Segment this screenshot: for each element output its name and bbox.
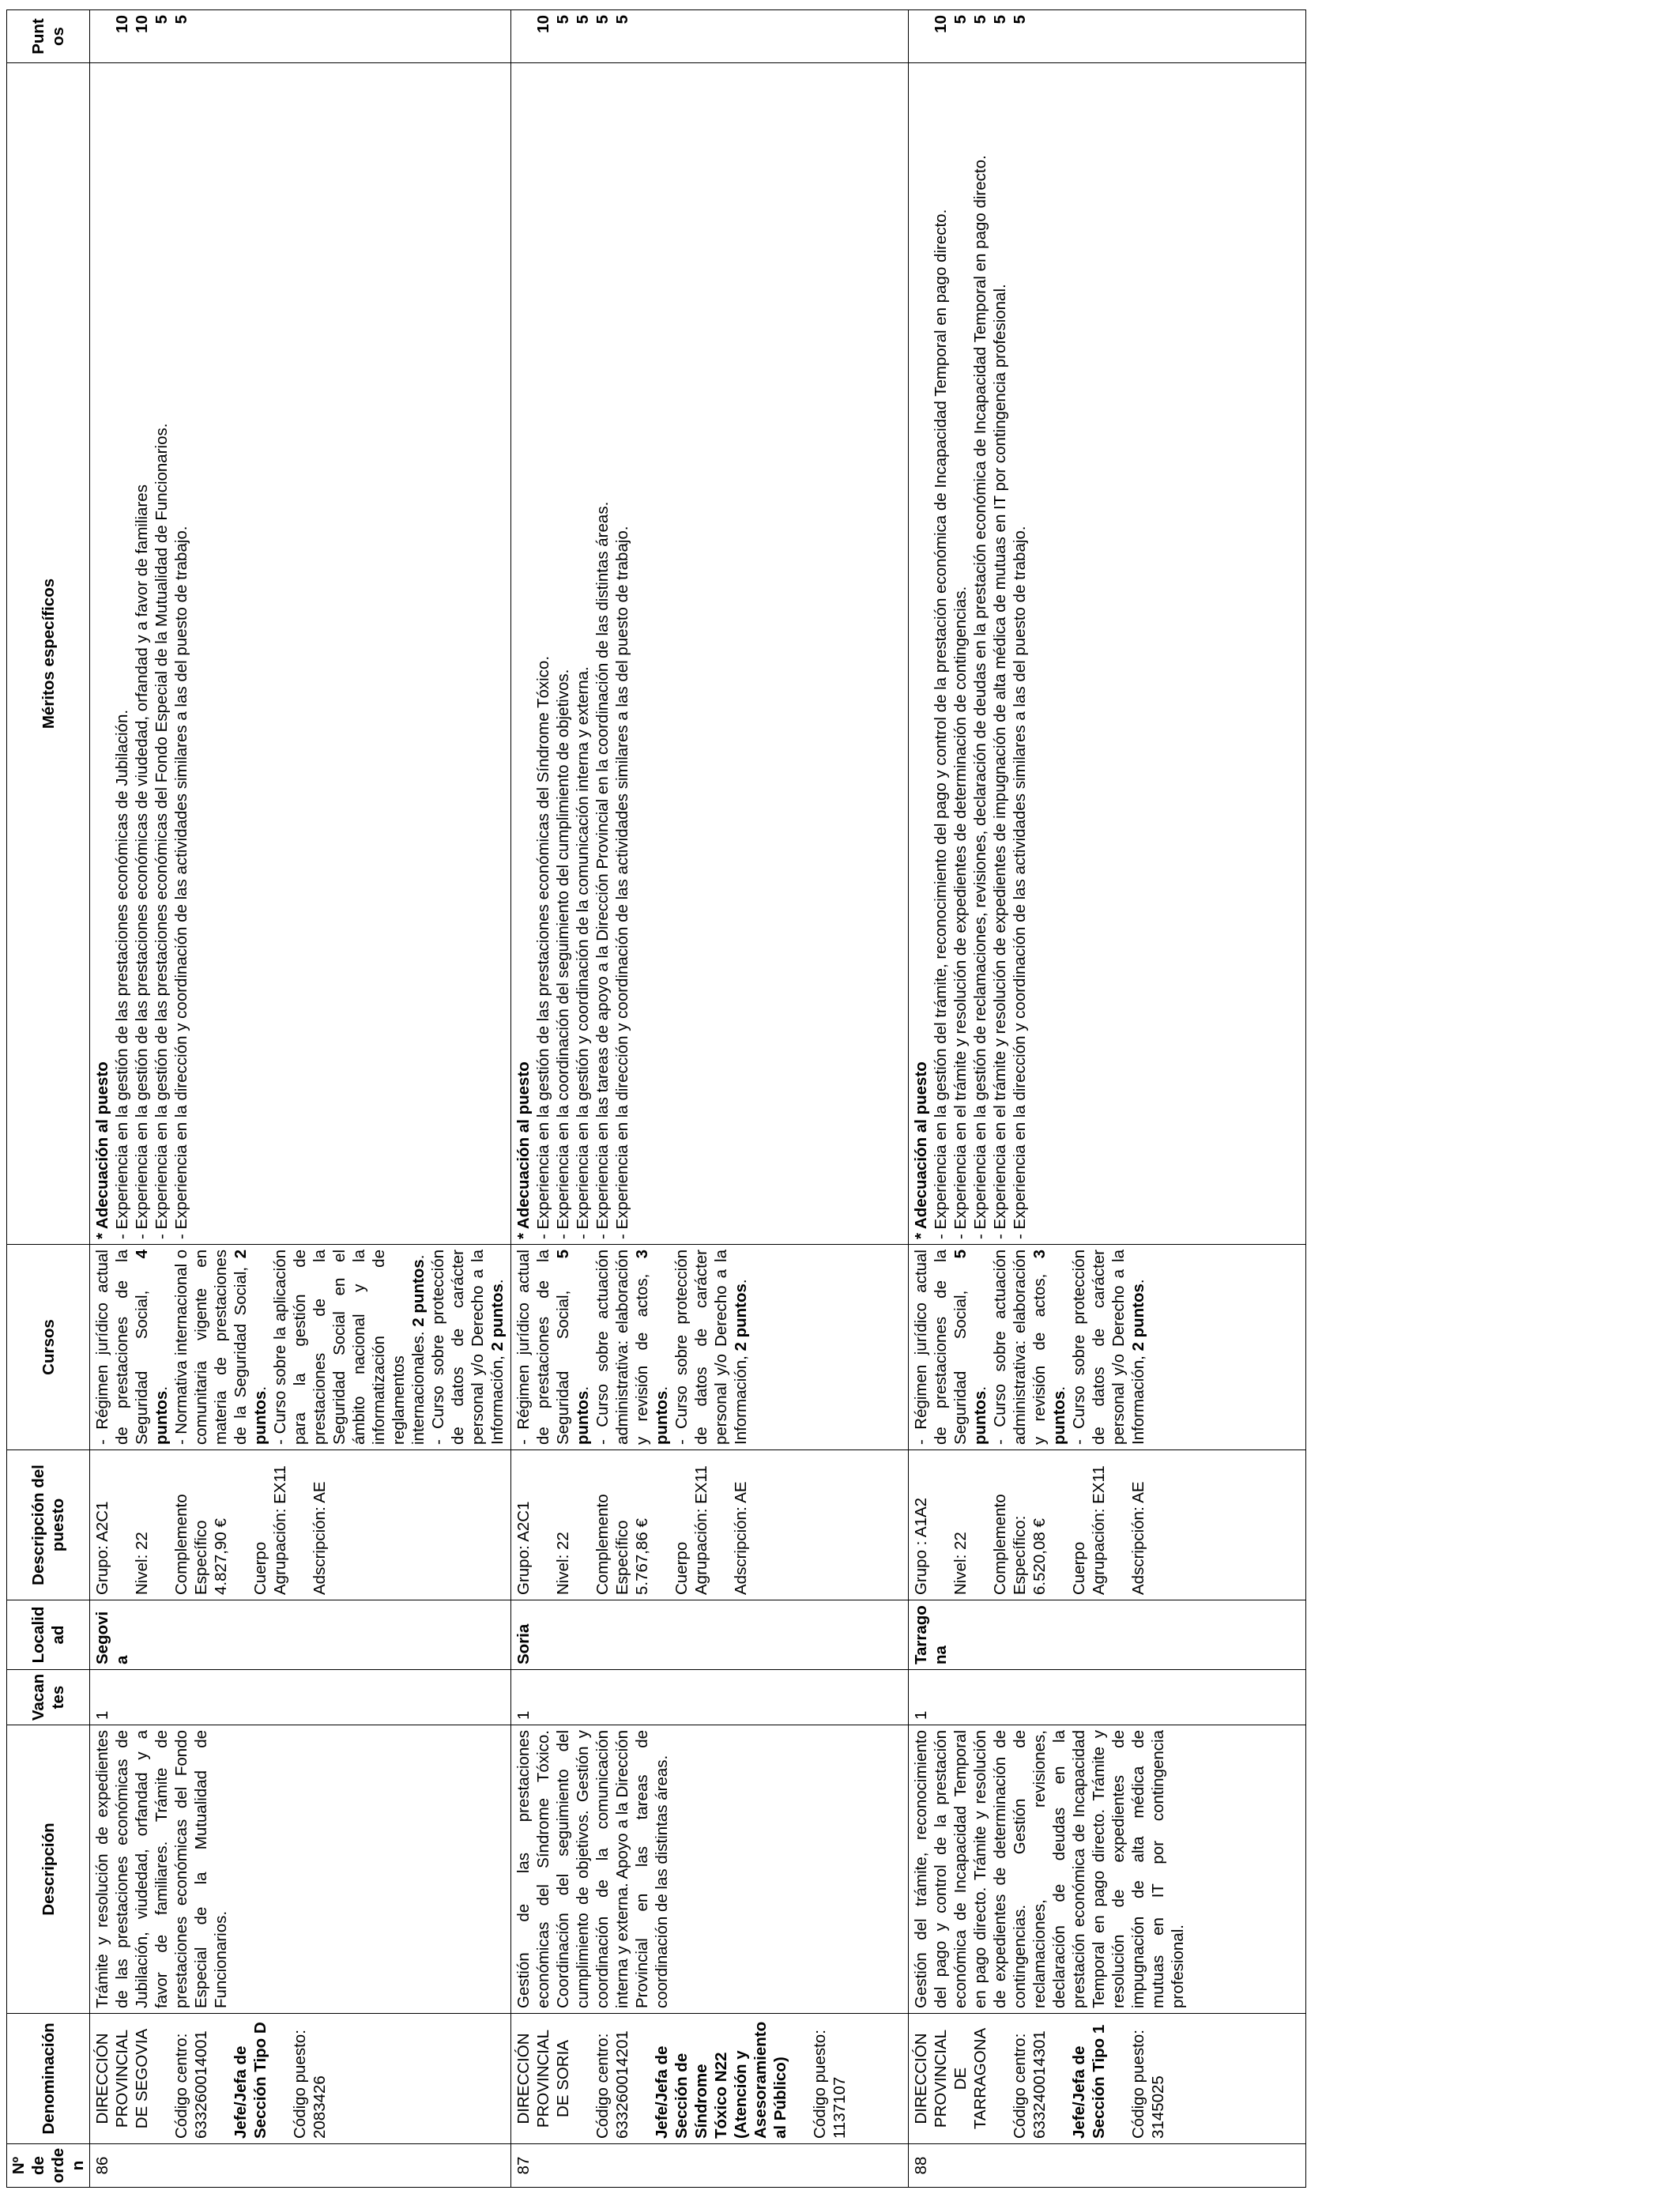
table-row: [909, 10, 1306, 2188]
merito-item: - Experiencia en la gestión de reclamaciones, revisiones, declaración de deudas en la prestación económica de Incapacidad Temporal en pago directo.: [971, 155, 989, 1239]
curso-points: 2 puntos: [409, 1259, 428, 1327]
curso-points: 3 puntos: [1030, 1250, 1068, 1445]
spacer: [632, 2019, 652, 2139]
header-vacantes: Vacantes: [7, 1670, 90, 1725]
spacer: [573, 2019, 593, 2139]
meritos-title: * Adecuación al puesto: [514, 1061, 533, 1239]
curso-text: - Curso sobre protección de datos de carácter personal y/o Derecho a la Información,: [672, 1250, 750, 1445]
spacer: [911, 15, 931, 58]
curso-end: .: [971, 1385, 989, 1391]
header-puntos: Puntos: [7, 10, 90, 63]
spacer: [711, 1455, 731, 1595]
spacer: [970, 1455, 990, 1595]
puesto-title: Jefe/Jefa de Sección de Síndrome Tóxico N22 (Atención y Asesoramiento al Público): [653, 2021, 789, 2139]
curso-text: - Curso sobre protección de datos de carácter personal y/o Derecho a la Información,: [429, 1250, 507, 1445]
orden-cell: 87: [511, 2144, 909, 2188]
codigo-puesto: 3145025: [1149, 2075, 1167, 2139]
nivel: Nivel: 22: [554, 1532, 572, 1595]
grupo: Grupo: A2C1: [93, 1501, 111, 1595]
curso-text: - Régimen jurídico actual de prestaciones de la Seguridad Social,: [514, 1250, 572, 1445]
merito-item: - Experiencia en la dirección y coordinación de las actividades similares a las del puesto de trabajo.: [1011, 526, 1029, 1239]
codigo-centro: 633260014001: [192, 2030, 210, 2139]
grupo: Grupo : A1A2: [912, 1497, 930, 1595]
table-header-row: [7, 10, 90, 2188]
codigo-puesto-label: Código puesto:: [291, 2030, 309, 2139]
spacer: [990, 2019, 1010, 2139]
codigo-puesto: 1137107: [831, 2076, 849, 2139]
punto-value: 5: [593, 15, 612, 25]
spacer: [112, 1455, 132, 1595]
codigo-centro: 633260014201: [613, 2030, 631, 2139]
header-descripcion: Descripción: [7, 1725, 90, 2014]
merito-item: - Experiencia en la gestión y coordinación de la comunicación interna y externa.: [574, 666, 592, 1239]
descripcion-puesto-cell: [90, 1450, 511, 1600]
curso-points: 2 puntos: [232, 1250, 269, 1445]
puesto-title: Jefe/Jefa de Sección Tipo D: [232, 2022, 269, 2139]
meritos-title: * Adecuación al puesto: [93, 1061, 111, 1239]
cursos-cell: [909, 1245, 1306, 1450]
descripcion-cell: Gestión de las prestaciones económicas del Síndrome Tóxico. Coordinación del seguimiento del cumplimiento de objetivos. Gestión y coordinación de la comunicación interna y externa. Apoyo a la Dirección Provincial en las tareas de coordinación de las distintas áreas.: [511, 1725, 909, 2014]
header-meritos: Méritos específicos: [7, 63, 90, 1245]
curso-points: 2 puntos: [1129, 1284, 1147, 1351]
spacer: [1049, 1455, 1069, 1595]
curso-points: 3 puntos: [633, 1250, 671, 1445]
punto-value: 5: [574, 15, 592, 25]
merito-item: - Experiencia en la dirección y coordinación de las actividades similares a las del puesto de trabajo.: [172, 526, 190, 1239]
spacer: [931, 1455, 951, 1595]
punto-value: 10: [113, 15, 131, 33]
curso-points: 4 puntos: [133, 1250, 171, 1445]
localidad-cell: Tarragona: [909, 1600, 1306, 1670]
centro-name: DIRECCIÓN PROVINCIAL DE SEGOVIA: [93, 2028, 151, 2129]
punto-value: 10: [932, 15, 950, 33]
spacer: [152, 2019, 171, 2139]
punto-value: 5: [554, 15, 572, 25]
adscripcion: Adscripción: AE: [1129, 1481, 1147, 1595]
centro-name: DIRECCIÓN PROVINCIAL DE SORIA: [514, 2029, 572, 2128]
spacer: [790, 2019, 810, 2139]
localidad-cell: Segovia: [90, 1600, 511, 1670]
codigo-puesto: 2083426: [311, 2075, 329, 2139]
curso-text: - Curso sobre actuación administrativa: elaboración y revisión de actos,: [593, 1250, 651, 1445]
punto-value: 5: [951, 15, 970, 25]
cursos-cell: [90, 1245, 511, 1450]
grupo: Grupo: A2C1: [514, 1501, 533, 1595]
adscripcion: Adscripción: AE: [732, 1481, 750, 1595]
curso-end: .: [251, 1385, 269, 1391]
table-body: [90, 10, 1306, 2188]
nivel: Nivel: 22: [133, 1532, 151, 1595]
puntos-cell: [909, 10, 1306, 63]
codigo-centro: 633240014301: [1030, 2030, 1049, 2139]
merito-item: - Experiencia en la gestión del trámite, reconocimiento del pago y control de la prestación económica de Incapacidad Temporal en pago directo.: [932, 209, 950, 1239]
curso-text: - Normativa internacional o comunitaria vigente en materia de prestaciones de la Seguridad Social,: [172, 1250, 250, 1445]
header-cursos: Cursos: [7, 1245, 90, 1450]
merito-item: - Experiencia en la dirección y coordinación de las actividades similares a las del puesto de trabajo.: [613, 526, 631, 1239]
curso-points: 2 puntos: [488, 1284, 507, 1351]
orden-cell: 88: [909, 2144, 1306, 2188]
vacantes-cell: 1: [90, 1670, 511, 1725]
puntos-cell: [90, 10, 511, 63]
denominacion-cell: [511, 2014, 909, 2144]
curso-item: [990, 1250, 1069, 1445]
header-denominacion: Denominación: [7, 2014, 90, 2144]
header-orden: Nº de orden: [7, 2144, 90, 2188]
spacer: [1109, 2019, 1128, 2139]
curso-points: 5 puntos: [554, 1250, 592, 1445]
adscripcion: Adscripción: AE: [311, 1481, 329, 1595]
header-localidad: Localidad: [7, 1600, 90, 1670]
curso-item: [270, 1250, 428, 1445]
descripcion-cell: Trámite y resolución de expedientes de las prestaciones económicas de Jubilación, viudedad, orfandad y a favor de familiares. Trámite de prestaciones económicas del Fondo Especial de la Mutualidad de Funcionarios.: [90, 1725, 511, 2014]
spacer: [231, 1455, 250, 1595]
curso-end: .: [1050, 1385, 1068, 1391]
curso-item: [1069, 1250, 1148, 1445]
merito-item: - Experiencia en la gestión de las prestaciones económicas de viudedad, orfandad y a favor de familiares: [133, 484, 151, 1239]
curso-end: .: [574, 1385, 592, 1391]
curso-item: [672, 1250, 751, 1445]
meritos-title: * Adecuación al puesto: [912, 1061, 930, 1239]
curso-item: [92, 1250, 171, 1445]
curso-item: [514, 1250, 593, 1445]
table-row: [90, 10, 511, 2188]
merito-item: - Experiencia en el trámite y resolución de expedientes de impugnación de alta médica de mutuas en IT por contingencia profesional.: [991, 284, 1009, 1239]
curso-end: .: [488, 1279, 507, 1284]
denominacion-cell: [90, 2014, 511, 2144]
plazas-table: [6, 9, 1306, 2188]
puesto-title: Jefe/Jefa de Sección Tipo 1: [1070, 2024, 1108, 2139]
spacer: [533, 1455, 553, 1595]
curso-text: - Curso sobre protección de datos de carácter personal y/o Derecho a la Información,: [1070, 1250, 1147, 1445]
header-descripcion-puesto: Descripción del puesto: [7, 1450, 90, 1600]
punto-value: 5: [172, 15, 190, 25]
meritos-cell: [90, 63, 511, 1245]
descripcion-cell: Gestión del trámite, reconocimiento del pago y control de la prestación económica de Incapacidad Temporal en pago directo. Trámite y resolución de expedientes de determinación de contingencias. Gestión de reclamaciones, revisiones, declaración de deudas en la prestación económica de Incapacidad Temporal en pago directo. Trámite y resolución de expedientes de impugnación de alta médica de mutuas en IT por contingencia profesional.: [909, 1725, 1306, 2014]
codigo-puesto-label: Código puesto:: [1129, 2030, 1147, 2139]
codigo-centro-label: Código centro:: [1011, 2033, 1029, 2139]
curso-end: .: [732, 1279, 750, 1284]
punto-value: 5: [991, 15, 1009, 25]
spacer: [92, 15, 112, 58]
descripcion-puesto-cell: [511, 1450, 909, 1600]
curso-text: - Curso sobre actuación administrativa: elaboración y revisión de actos,: [991, 1250, 1049, 1445]
curso-text: - Curso sobre la aplicación para la gestión de prestaciones de la Seguridad Social en el ámbito nacional y la informatización de reglamentos internacionales.: [271, 1250, 428, 1445]
cuerpo-agrupacion: Cuerpo Agrupación: EX11: [1070, 1465, 1108, 1595]
codigo-centro-label: Código centro:: [593, 2033, 612, 2139]
meritos-cell: [909, 63, 1306, 1245]
curso-end: .: [1129, 1279, 1147, 1284]
punto-value: 10: [133, 15, 151, 33]
curso-text: - Régimen jurídico actual de prestaciones de la Seguridad Social,: [93, 1250, 151, 1445]
complemento-especifico: Complemento Específico 4.827,90 €: [172, 1494, 230, 1595]
curso-end: .: [153, 1385, 171, 1391]
cursos-cell: [511, 1245, 909, 1450]
punto-value: 5: [153, 15, 171, 25]
descripcion-puesto-cell: [909, 1450, 1306, 1600]
vacantes-cell: 1: [511, 1670, 909, 1725]
curso-end: .: [653, 1385, 671, 1391]
orden-cell: 86: [90, 2144, 511, 2188]
curso-item: [593, 1250, 672, 1445]
merito-item: - Experiencia en el trámite y resolución de expedientes de determinación de contingencias.: [951, 586, 970, 1239]
localidad-cell: Soria: [511, 1600, 909, 1670]
spacer: [514, 15, 533, 58]
denominacion-cell: [909, 2014, 1306, 2144]
merito-item: - Experiencia en la gestión de las prestaciones económicas de Jubilación.: [113, 709, 131, 1239]
spacer: [573, 1455, 593, 1595]
vacantes-cell: 1: [909, 1670, 1306, 1725]
merito-item: - Experiencia en las tareas de apoyo a la Dirección Provincial en la coordinación de las distintas áreas.: [593, 501, 612, 1239]
puntos-cell: [511, 10, 909, 63]
spacer: [152, 1455, 171, 1595]
complemento-especifico: Complemento Específico: 6.520,08 €: [991, 1494, 1049, 1595]
punto-value: 5: [971, 15, 989, 25]
curso-end: .: [409, 1254, 428, 1260]
merito-item: - Experiencia en la gestión de las prestaciones económicas del Fondo Especial de la Mutualidad de Funcionarios.: [153, 423, 171, 1239]
punto-value: 5: [613, 15, 631, 25]
curso-item: [171, 1250, 270, 1445]
curso-text: - Régimen jurídico actual de prestaciones de la Seguridad Social,: [912, 1250, 970, 1445]
spacer: [290, 1455, 310, 1595]
spacer: [211, 2019, 231, 2139]
centro-name: DIRECCIÓN PROVINCIAL DE TARRAGONA: [912, 2027, 989, 2130]
curso-points: 2 puntos: [732, 1284, 750, 1351]
complemento-especifico: Complemento Específico 5.767,86 €: [593, 1494, 651, 1595]
meritos-cell: [511, 63, 909, 1245]
curso-points: 5 puntos: [951, 1250, 989, 1445]
curso-item: [911, 1250, 990, 1445]
curso-item: [428, 1250, 507, 1445]
codigo-puesto-label: Código puesto:: [811, 2030, 829, 2139]
codigo-centro-label: Código centro:: [172, 2033, 190, 2139]
cuerpo-agrupacion: Cuerpo Agrupación: EX11: [672, 1465, 710, 1595]
cuerpo-agrupacion: Cuerpo Agrupación: EX11: [251, 1465, 289, 1595]
spacer: [1109, 1455, 1128, 1595]
merito-item: - Experiencia en la coordinación del seguimiento del cumplimiento de objetivos.: [554, 669, 572, 1239]
spacer: [652, 1455, 672, 1595]
table-row: [511, 10, 909, 2188]
spacer: [270, 2019, 290, 2139]
spacer: [1049, 2019, 1069, 2139]
nivel: Nivel: 22: [951, 1532, 970, 1595]
punto-value: 5: [1011, 15, 1029, 25]
merito-item: - Experiencia en la gestión de las prestaciones económicas del Síndrome Tóxico.: [534, 655, 552, 1239]
punto-value: 10: [534, 15, 552, 33]
